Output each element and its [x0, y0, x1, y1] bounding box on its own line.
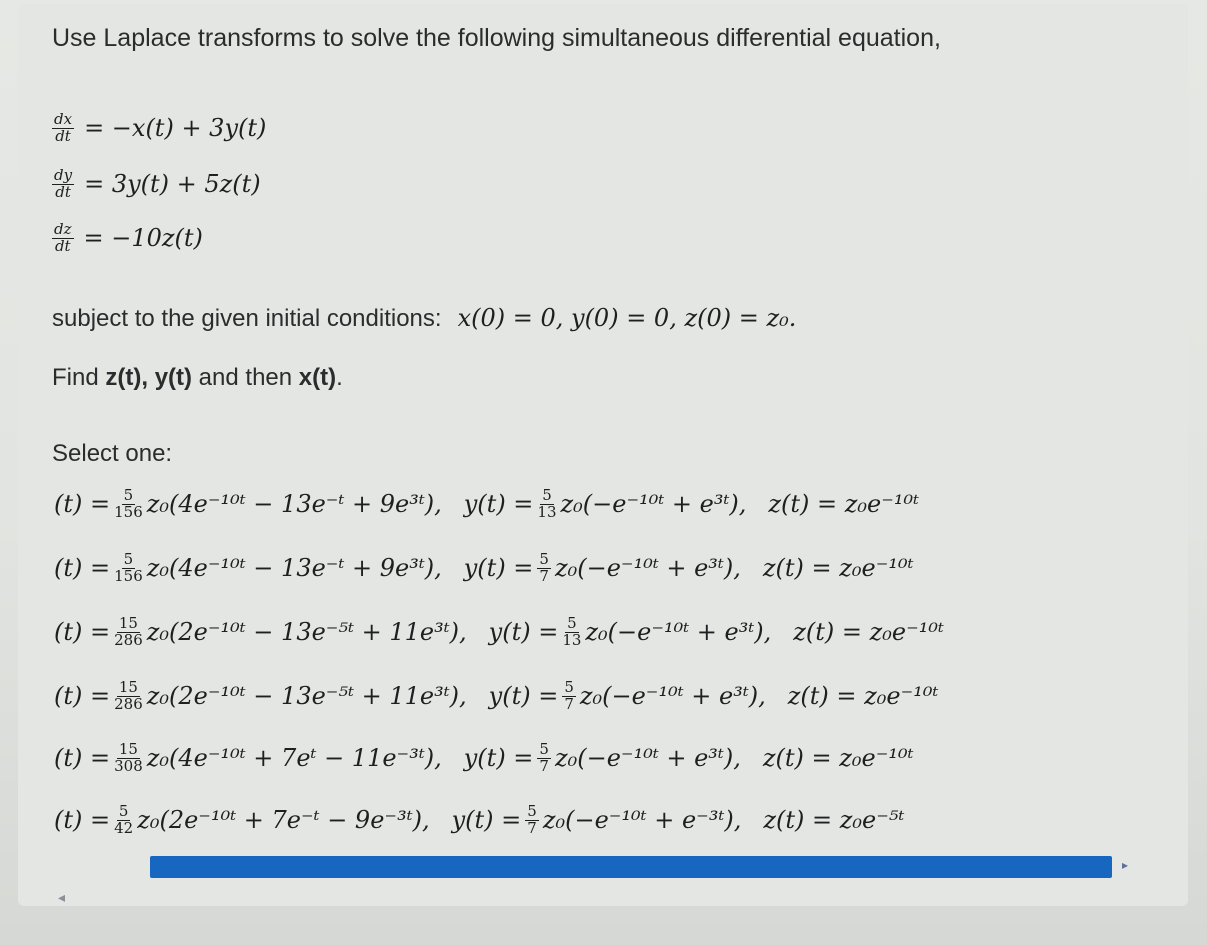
- fraction-denominator: 7: [539, 566, 549, 585]
- equation-dx: [52, 112, 266, 145]
- answer-option-1[interactable]: [54, 488, 919, 521]
- option-x-body: z₀(2e⁻¹⁰ᵗ − 13e⁻⁵ᵗ + 11e³ᵗ),: [146, 618, 467, 647]
- option-x-fraction: [114, 616, 143, 649]
- answer-option-6[interactable]: [54, 804, 904, 837]
- fraction-numerator: 5: [539, 740, 549, 758]
- fraction-numerator: 5: [123, 486, 134, 504]
- fraction-denominator: 7: [564, 694, 574, 713]
- fraction-dx-dt: [52, 112, 74, 145]
- option-x-body: z₀(2e⁻¹⁰ᵗ + 7e⁻ᵗ − 9e⁻³ᵗ),: [137, 806, 430, 835]
- fraction-denominator: 156: [114, 502, 143, 521]
- find-instruction: [52, 364, 343, 392]
- equation-rhs: = −x(t) + 3y(t): [84, 114, 267, 143]
- option-y-body: z₀(−e⁻¹⁰ᵗ + e³ᵗ),: [585, 618, 772, 647]
- option-x-lhs: (t) =: [54, 554, 111, 583]
- fraction-numerator: dy: [54, 166, 73, 184]
- fraction-numerator: 5: [542, 486, 552, 504]
- option-y-body: z₀(−e⁻¹⁰ᵗ + e³ᵗ),: [554, 744, 741, 773]
- option-y-lhs: y(t) =: [463, 744, 534, 773]
- fraction-numerator: 5: [123, 550, 134, 568]
- option-x-fraction: [114, 804, 133, 837]
- answer-option-4[interactable]: [54, 680, 938, 713]
- fraction-denominator: 286: [114, 694, 143, 713]
- fraction-denominator: dt: [55, 182, 71, 201]
- scroll-left-arrow-icon[interactable]: ◂: [58, 891, 66, 906]
- fraction-denominator: 286: [114, 630, 143, 649]
- option-y-fraction: [537, 488, 556, 521]
- option-z: z(t) = z₀e⁻¹⁰ᵗ: [793, 618, 944, 647]
- option-z: z(t) = z₀e⁻¹⁰ᵗ: [762, 554, 914, 583]
- equation-dy: [52, 168, 261, 201]
- fraction-numerator: 5: [564, 678, 574, 696]
- option-x-fraction: [114, 742, 143, 775]
- option-y-fraction: [525, 804, 539, 837]
- option-y-lhs: y(t) =: [451, 806, 522, 835]
- conditions-label: subject to the given initial conditions:: [52, 305, 442, 332]
- fraction-denominator: dt: [54, 236, 71, 255]
- fraction-denominator: 13: [562, 630, 582, 649]
- option-z: z(t) = z₀e⁻¹⁰ᵗ: [762, 744, 914, 773]
- fraction-numerator: 5: [118, 802, 129, 820]
- option-y-body: z₀(−e⁻¹⁰ᵗ + e³ᵗ),: [560, 490, 747, 519]
- find-end: .: [336, 364, 343, 391]
- fraction-numerator: 5: [539, 550, 549, 568]
- fraction-numerator: 15: [118, 678, 138, 696]
- find-sep: ,: [141, 364, 155, 391]
- option-x-body: z₀(4e⁻¹⁰ᵗ − 13e⁻ᵗ + 9e³ᵗ),: [146, 490, 442, 519]
- option-x-body: z₀(2e⁻¹⁰ᵗ − 13e⁻⁵ᵗ + 11e³ᵗ),: [146, 682, 467, 711]
- answer-option-2[interactable]: [54, 552, 914, 585]
- option-z: z(t) = z₀e⁻¹⁰ᵗ: [787, 682, 939, 711]
- option-y-fraction: [562, 680, 576, 713]
- option-y-fraction: [537, 552, 551, 585]
- fraction-numerator: dz: [54, 220, 72, 238]
- option-x-fraction: [114, 552, 143, 585]
- answer-option-5[interactable]: [54, 742, 914, 775]
- option-y-fraction: [562, 616, 581, 649]
- fraction-denominator: dt: [55, 126, 71, 145]
- answer-option-3[interactable]: [54, 616, 944, 649]
- select-one-label: Select one:: [52, 440, 173, 467]
- option-z: z(t) = z₀e⁻⁵ᵗ: [763, 806, 905, 835]
- option-x-lhs: (t) =: [54, 744, 111, 773]
- fraction-denominator: 7: [539, 756, 549, 775]
- fraction-numerator: 15: [118, 614, 138, 632]
- find-y: y(t): [154, 364, 193, 391]
- option-x-lhs: (t) =: [54, 490, 111, 519]
- fraction-denominator: 156: [114, 566, 143, 585]
- option-x-lhs: (t) =: [54, 618, 111, 647]
- option-y-lhs: y(t) =: [463, 554, 534, 583]
- option-y-lhs: y(t) =: [463, 490, 534, 519]
- find-z: z(t): [105, 364, 142, 391]
- fraction-dz-dt: [52, 222, 74, 255]
- option-y-fraction: [537, 742, 551, 775]
- equation-dz: [52, 222, 203, 255]
- find-prefix: Find: [52, 364, 106, 391]
- scrollbar-thumb[interactable]: [150, 856, 1112, 878]
- option-z: z(t) = z₀e⁻¹⁰ᵗ: [768, 490, 920, 519]
- fraction-numerator: 5: [527, 802, 537, 820]
- option-y-lhs: y(t) =: [488, 618, 559, 647]
- equation-rhs: = 3y(t) + 5z(t): [84, 170, 261, 199]
- fraction-denominator: 13: [537, 502, 557, 521]
- option-x-fraction: [114, 680, 143, 713]
- option-y-body: z₀(−e⁻¹⁰ᵗ + e³ᵗ),: [579, 682, 766, 711]
- option-x-lhs: (t) =: [54, 806, 111, 835]
- fraction-numerator: dx: [54, 110, 73, 128]
- horizontal-scrollbar[interactable]: [54, 852, 1144, 906]
- option-x-body: z₀(4e⁻¹⁰ᵗ + 7eᵗ − 11e⁻³ᵗ),: [146, 744, 442, 773]
- find-x: x(t): [298, 364, 337, 391]
- option-y-lhs: y(t) =: [488, 682, 559, 711]
- question-intro: Use Laplace transforms to solve the following simultaneous differential equation,: [52, 24, 941, 52]
- option-y-body: z₀(−e⁻¹⁰ᵗ + e³ᵗ),: [554, 554, 741, 583]
- conditions-math: x(0) = 0, y(0) = 0, z(0) = z₀.: [457, 304, 797, 332]
- option-y-body: z₀(−e⁻¹⁰ᵗ + e⁻³ᵗ),: [542, 806, 742, 835]
- fraction-numerator: 5: [567, 614, 577, 632]
- option-x-fraction: [114, 488, 143, 521]
- scroll-right-arrow-icon[interactable]: ▸: [1122, 858, 1129, 872]
- equation-rhs: = −10z(t): [83, 224, 203, 253]
- fraction-denominator: 308: [114, 756, 143, 775]
- fraction-denominator: 7: [527, 818, 537, 837]
- fraction-denominator: 42: [114, 818, 134, 837]
- fraction-numerator: 15: [118, 740, 138, 758]
- initial-conditions: [52, 304, 796, 333]
- fraction-dy-dt: [52, 168, 74, 201]
- option-x-lhs: (t) =: [54, 682, 111, 711]
- option-x-body: z₀(4e⁻¹⁰ᵗ − 13e⁻ᵗ + 9e³ᵗ),: [146, 554, 442, 583]
- find-mid: and then: [192, 364, 299, 391]
